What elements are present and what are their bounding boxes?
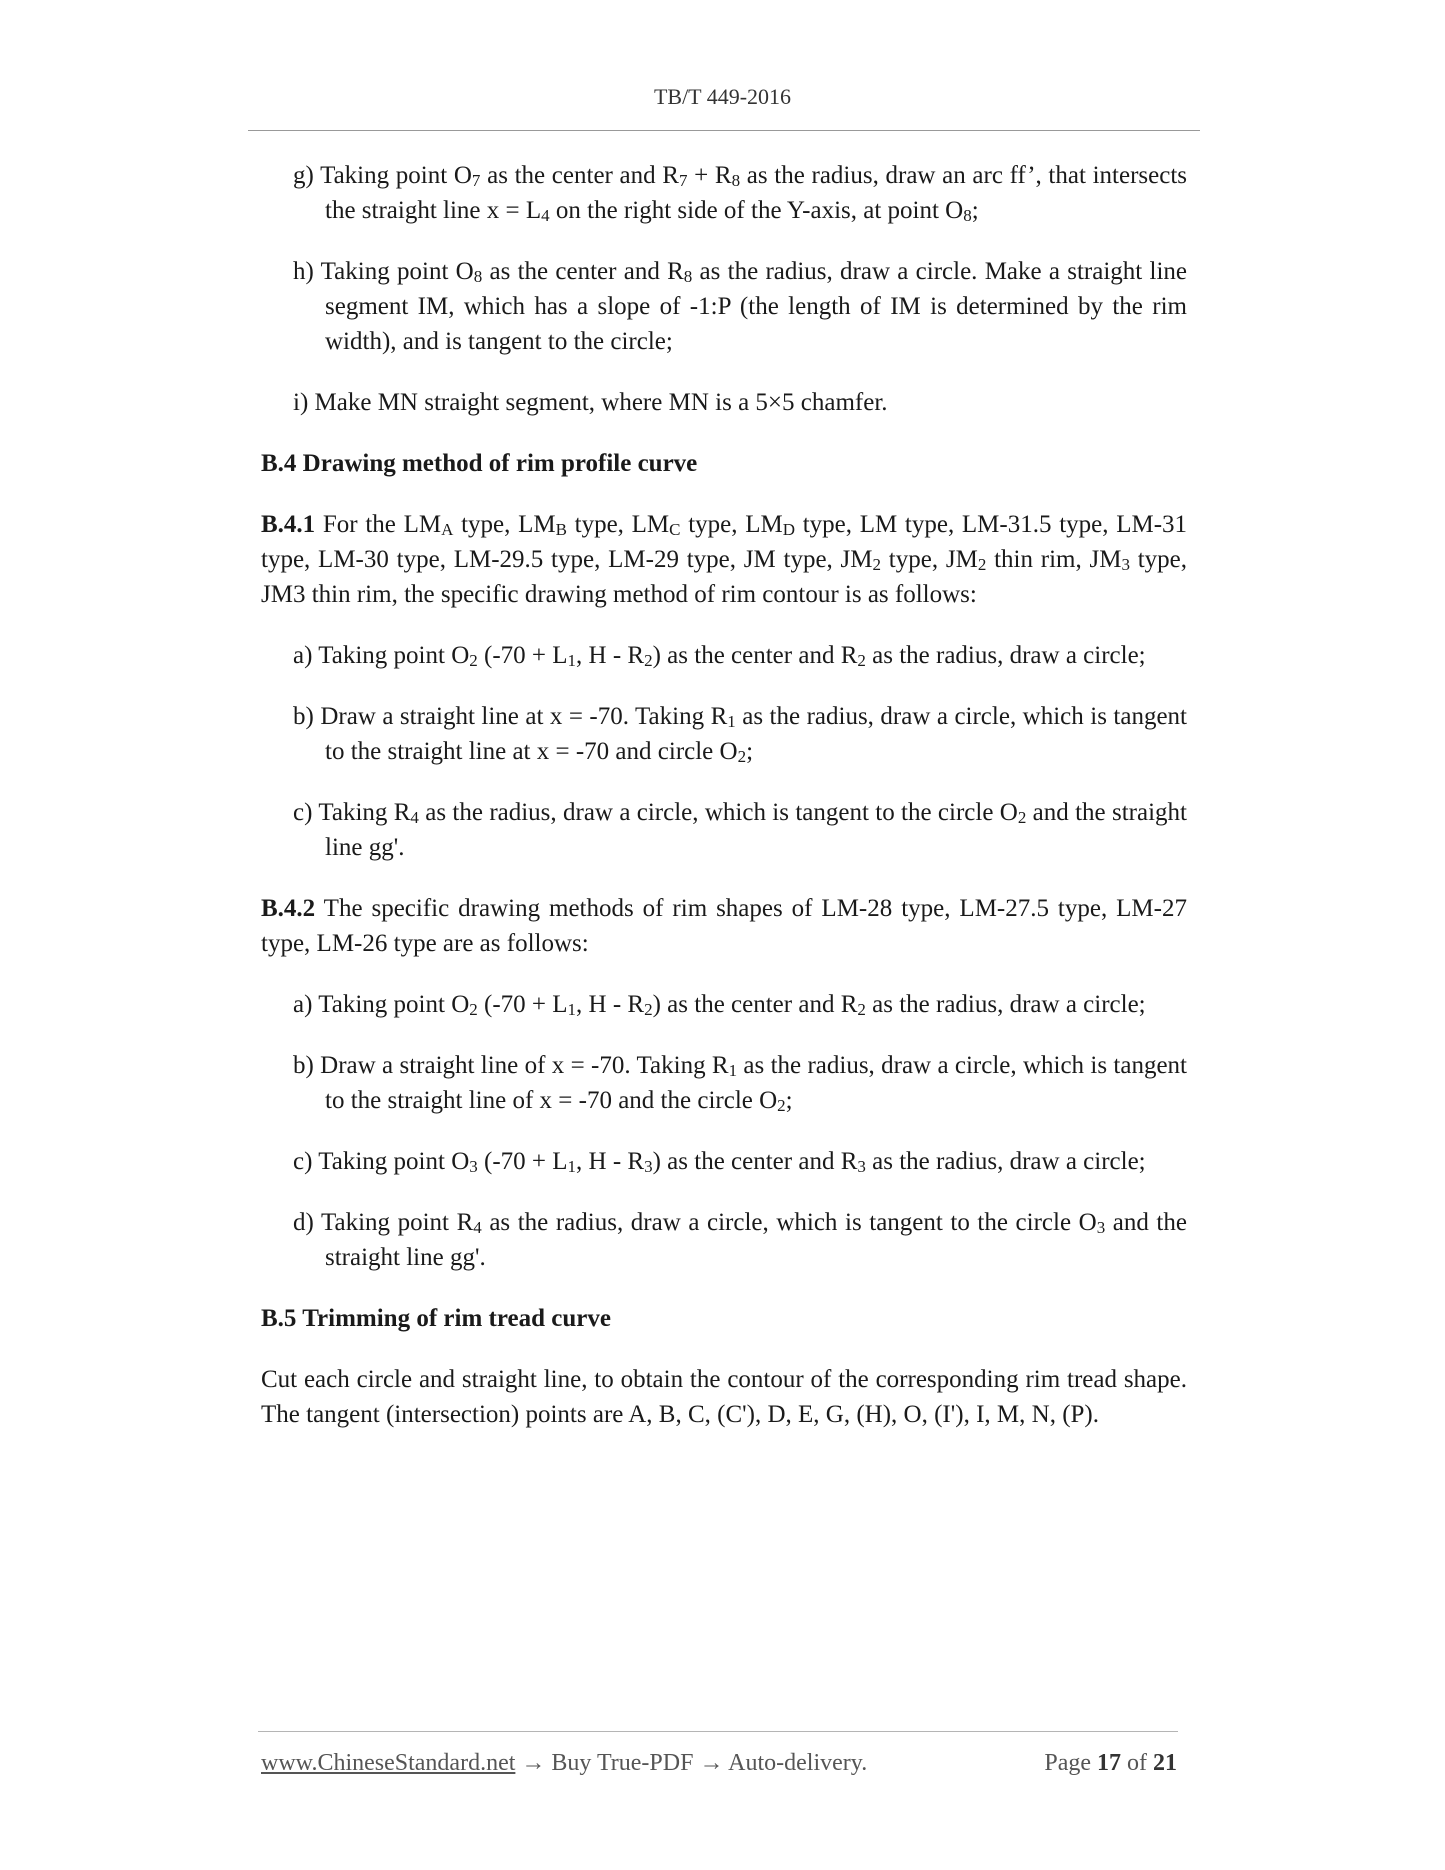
- document-code-header: TB/T 449-2016: [653, 84, 792, 109]
- subscript: D: [782, 520, 795, 539]
- subscript: 2: [644, 651, 653, 670]
- subscript: 2: [777, 1096, 786, 1115]
- text-run: as the center and R: [480, 162, 679, 189]
- subscript: 7: [678, 171, 688, 190]
- text-run: ) as the center and R: [652, 642, 858, 669]
- text-run: , H - R: [576, 991, 645, 1018]
- clause-b42: [261, 891, 1187, 961]
- text-run: as the radius, draw a circle;: [865, 1148, 1146, 1175]
- subscript: 2: [737, 747, 747, 766]
- text-run: as the radius, draw a circle. Make a straight line segment IM, which has a slope of -1:P (the length of IM is determined by the rim width), and is tangent to the circle;: [325, 258, 1187, 355]
- subscript: B: [555, 520, 567, 539]
- text-run: Taking point O: [320, 258, 474, 285]
- text-run: , H - R: [576, 1148, 645, 1175]
- section-heading-b4: B.4 Drawing method of rim profile curve: [261, 450, 698, 477]
- text-run: + R: [687, 162, 732, 189]
- page-footer: [261, 1750, 1181, 1777]
- item-label: a): [293, 991, 313, 1018]
- text-run: Taking point O: [320, 162, 472, 189]
- auto-delivery-text: Auto-delivery.: [728, 1750, 868, 1776]
- buy-pdf-text: Buy True-PDF: [551, 1750, 694, 1776]
- text-run: type, JM3 thin rim, the specific drawing method of rim contour is as follows:: [261, 546, 1187, 608]
- text-run: as the radius, draw a circle;: [865, 642, 1146, 669]
- text-run: as the radius, draw a circle;: [865, 991, 1146, 1018]
- text-run: as the radius, draw a circle, which is tangent to the straight line at x = -70 and circle O: [325, 703, 1187, 765]
- subscript: 2: [644, 1000, 653, 1019]
- text-run: (-70 + L: [477, 1148, 568, 1175]
- arrow-icon: →: [515, 1750, 552, 1776]
- list-item-b42-a: [293, 987, 1187, 1022]
- clause-number: B.4.1: [261, 511, 316, 538]
- text-run: The specific drawing methods of rim shapes of LM-28 type, LM-27.5 type, LM-27 type, LM-26 type are as follows:: [261, 895, 1187, 957]
- subscript: 3: [469, 1157, 478, 1176]
- list-item-b41-c: [293, 795, 1187, 865]
- subscript: 8: [963, 206, 972, 225]
- subscript: 2: [977, 555, 987, 574]
- website-link[interactable]: www.ChineseStandard.net: [261, 1750, 516, 1776]
- item-label: c): [293, 799, 313, 826]
- item-label: d): [293, 1209, 314, 1236]
- item-label: h): [293, 258, 314, 285]
- list-item-b42-d: [293, 1205, 1187, 1275]
- text-run: Draw a straight line of x = -70. Taking R: [320, 1052, 729, 1079]
- list-item-h: [293, 254, 1187, 359]
- subscript: 1: [567, 651, 577, 670]
- text-run: ) as the center and R: [652, 991, 858, 1018]
- subscript: A: [441, 520, 454, 539]
- text-run: ) as the center and R: [652, 1148, 858, 1175]
- item-label: b): [293, 703, 314, 730]
- subscript: 3: [857, 1157, 866, 1176]
- page-content: [261, 158, 1187, 1458]
- subscript: 2: [469, 651, 478, 670]
- subscript: 1: [567, 1000, 577, 1019]
- subscript: 2: [469, 1000, 478, 1019]
- text-run: on the right side of the Y-axis, at point O: [549, 197, 964, 224]
- text-run: For the LM: [315, 511, 442, 538]
- arrow-icon: →: [693, 1750, 729, 1776]
- subscript: 1: [728, 1061, 738, 1080]
- item-label: i): [293, 389, 309, 416]
- text-run: type, LM: [566, 511, 670, 538]
- text-run: Draw a straight line at x = -70. Taking R: [320, 703, 728, 730]
- text-run: as the radius, draw a circle, which is tangent to the circle O: [481, 1209, 1097, 1236]
- page-number: [1044, 1750, 1177, 1777]
- subscript: 8: [473, 267, 483, 286]
- text-run: (-70 + L: [477, 991, 568, 1018]
- list-item-b41-a: [293, 638, 1187, 673]
- text-run: ;: [746, 738, 754, 765]
- subscript: 8: [683, 267, 693, 286]
- subscript: 1: [567, 1157, 577, 1176]
- text-run: type, LM type, LM-31.5 type, LM-31 type, LM-30 type, LM-29.5 type, LM-29 type, JM type, JM: [261, 511, 1188, 573]
- subscript: 2: [857, 651, 866, 670]
- subscript: 2: [1017, 808, 1027, 827]
- subscript: 4: [410, 808, 419, 827]
- text-run: Taking point O: [318, 991, 470, 1018]
- list-item-g: [293, 158, 1187, 228]
- text-run: as the center and R: [482, 258, 684, 285]
- clause-number: B.4.2: [261, 895, 316, 922]
- text-run: type, LM: [680, 511, 783, 538]
- header-rule: [248, 130, 1200, 131]
- text-run: thin rim, JM: [986, 546, 1122, 573]
- subscript: 2: [872, 555, 882, 574]
- item-label: c): [293, 1148, 313, 1175]
- subscript: 1: [727, 712, 736, 731]
- text-run: Make MN straight segment, where MN is a 5×5 chamfer.: [314, 389, 888, 416]
- text-run: Taking R: [318, 799, 411, 826]
- text-run: , H - R: [576, 642, 645, 669]
- subscript: 3: [1096, 1218, 1106, 1237]
- text-run: (-70 + L: [477, 642, 568, 669]
- paragraph-b5-body: Cut each circle and straight line, to obtain the contour of the corresponding rim tread shape. The tangent (intersection) points are A, B, C, (C'), D, E, G, (H), O, (I'), I, M, N, (P).: [261, 1366, 1187, 1428]
- text-run: as the radius, draw an arc ff’, that intersects the straight line x = L: [325, 162, 1188, 224]
- text-run: and the straight line gg'.: [325, 1209, 1187, 1271]
- subscript: 2: [857, 1000, 866, 1019]
- list-item-b41-b: [293, 699, 1187, 769]
- current-page: 17: [1097, 1750, 1121, 1776]
- list-item-b42-b: [293, 1048, 1187, 1118]
- list-item-b42-c: [293, 1144, 1187, 1179]
- text-run: Taking point O: [318, 1148, 470, 1175]
- footer-rule: [258, 1731, 1178, 1732]
- clause-b41: [261, 507, 1187, 612]
- subscript: 4: [473, 1218, 482, 1237]
- text-run: ;: [785, 1087, 793, 1114]
- subscript: 3: [644, 1157, 653, 1176]
- subscript: 8: [731, 171, 741, 190]
- text-run: Taking point O: [318, 642, 470, 669]
- item-label: a): [293, 642, 313, 669]
- text-run: and the straight line gg'.: [325, 799, 1187, 861]
- subscript: 7: [471, 171, 481, 190]
- text-run: type, LM: [453, 511, 556, 538]
- total-pages: 21: [1153, 1750, 1177, 1776]
- item-label: g): [293, 162, 314, 189]
- text-run: type, JM: [881, 546, 978, 573]
- text-run: as the radius, draw a circle, which is tangent to the straight line of x = -70 and the circle O: [325, 1052, 1187, 1114]
- item-label: b): [293, 1052, 314, 1079]
- text-run: ;: [971, 197, 979, 224]
- section-heading-b5: B.5 Trimming of rim tread curve: [261, 1305, 611, 1332]
- page-of-label: of: [1121, 1750, 1153, 1776]
- subscript: C: [669, 520, 681, 539]
- text-run: as the radius, draw a circle, which is tangent to the circle O: [418, 799, 1018, 826]
- text-run: Taking point R: [320, 1209, 474, 1236]
- subscript: 4: [541, 206, 550, 225]
- subscript: 3: [1121, 555, 1130, 574]
- page-label: Page: [1044, 1750, 1097, 1776]
- list-item-i: [293, 385, 1187, 420]
